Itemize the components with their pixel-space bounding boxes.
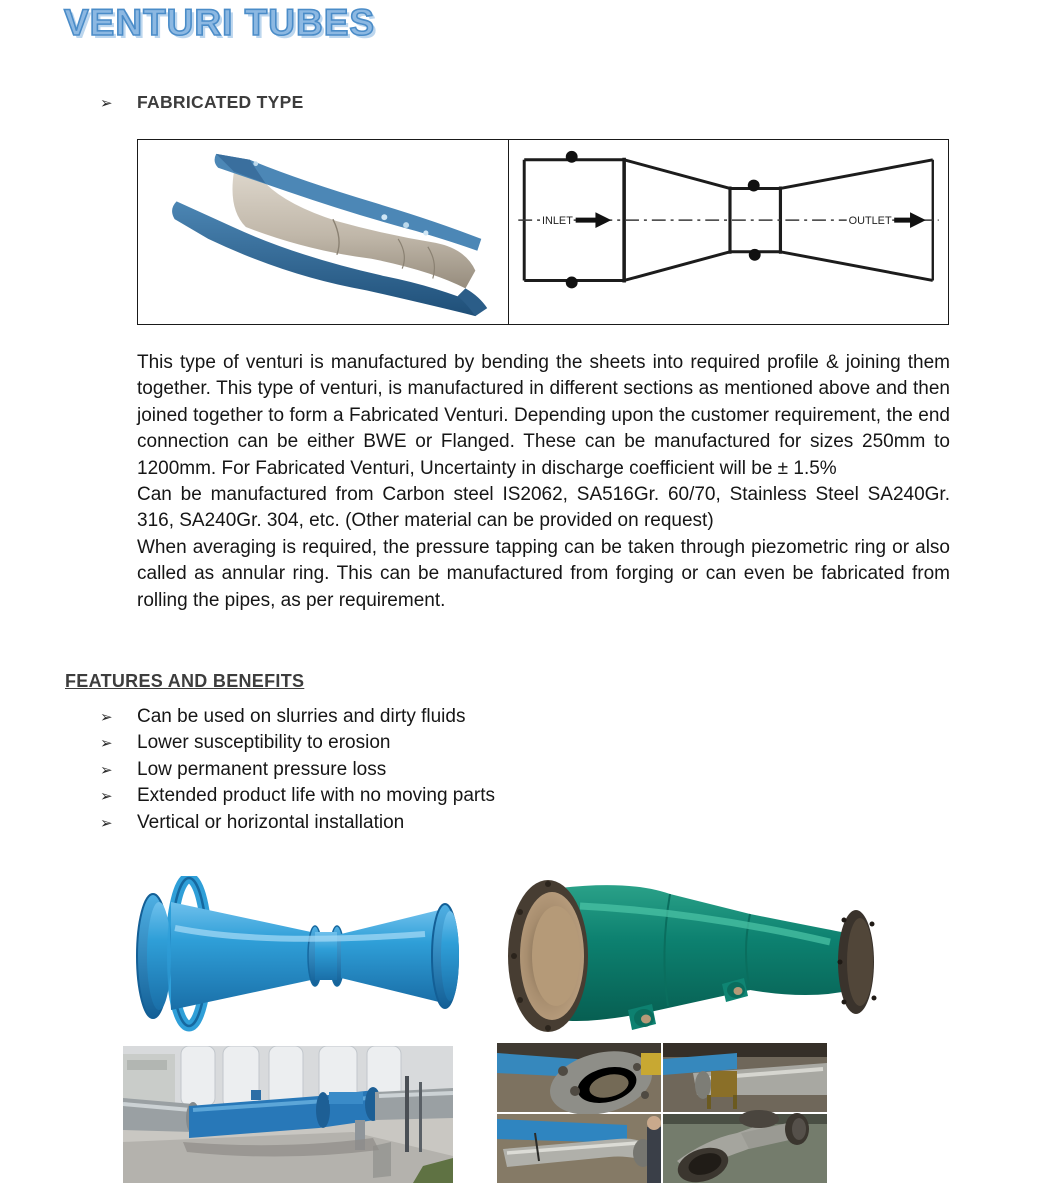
fabricated-type-section-heading [100, 92, 304, 113]
feature-text: Extended product life with no moving parts [137, 785, 496, 807]
paragraph-3: When averaging is required, the pressure tapping can be taken through piezometric ring or also called as annular ring. This can be manufactured from forging or can even be fabricated from rolling the pipes, as per requirement. [137, 536, 950, 611]
workshop-collage-art [497, 1043, 827, 1183]
list-item [100, 812, 495, 838]
inlet-label: INLET [542, 215, 573, 228]
arrow-bullet-icon: ➢ [100, 788, 113, 806]
arrow-bullet-icon: ➢ [100, 94, 113, 112]
workshop-collage [497, 1043, 827, 1183]
cutaway-image [137, 139, 509, 325]
blue-venturi-art [115, 876, 475, 1040]
product-photo-teal-venturi [500, 872, 886, 1040]
teal-venturi-art [500, 872, 886, 1040]
page-title: VENTURI TUBES [64, 2, 376, 43]
installation-photo [123, 1046, 453, 1183]
venturi-cutaway-art [138, 140, 508, 324]
body-text [137, 350, 950, 614]
feature-text: Lower susceptibility to erosion [137, 732, 391, 754]
figure-row [137, 139, 950, 325]
feature-text: Low permanent pressure loss [137, 758, 387, 780]
product-photo-blue-venturi [115, 876, 475, 1040]
installation-art [123, 1046, 453, 1183]
list-item [100, 706, 495, 732]
diagram-image [508, 139, 949, 325]
list-item [100, 759, 495, 785]
features-list [100, 706, 495, 838]
venturi-diagram-art [509, 140, 948, 324]
list-item [100, 732, 495, 758]
arrow-bullet-icon: ➢ [100, 761, 113, 779]
feature-text: Vertical or horizontal installation [137, 811, 405, 833]
fabricated-type-label: FABRICATED TYPE [137, 92, 304, 112]
feature-text: Can be used on slurries and dirty fluids [137, 706, 466, 727]
arrow-bullet-icon: ➢ [100, 709, 113, 726]
features-and-benefits-heading: FEATURES AND BENEFITS [65, 671, 305, 691]
paragraph-2: Can be manufactured from Carbon steel IS2062, SA516Gr. 60/70, Stainless Steel SA240Gr. 316, SA240Gr. 304, etc. (Other material can be provided on request) [137, 484, 950, 532]
list-item [100, 785, 495, 811]
outlet-label: OUTLET [848, 215, 892, 228]
arrow-bullet-icon: ➢ [100, 735, 113, 753]
paragraph-1: This type of venturi is manufactured by bending the sheets into required profile & joining them together. This type of venturi, is manufactured in different sections as mentioned above and then joined together to form a Fabricated Venturi. Depending upon the customer requirement, the end connection can be either BWE or Flanged. These can be manufactured for sizes 250mm to 1200mm. For Fabricated Venturi, Uncertainty in discharge coefficient will be ± 1.5% [137, 352, 950, 479]
arrow-bullet-icon: ➢ [100, 814, 113, 832]
